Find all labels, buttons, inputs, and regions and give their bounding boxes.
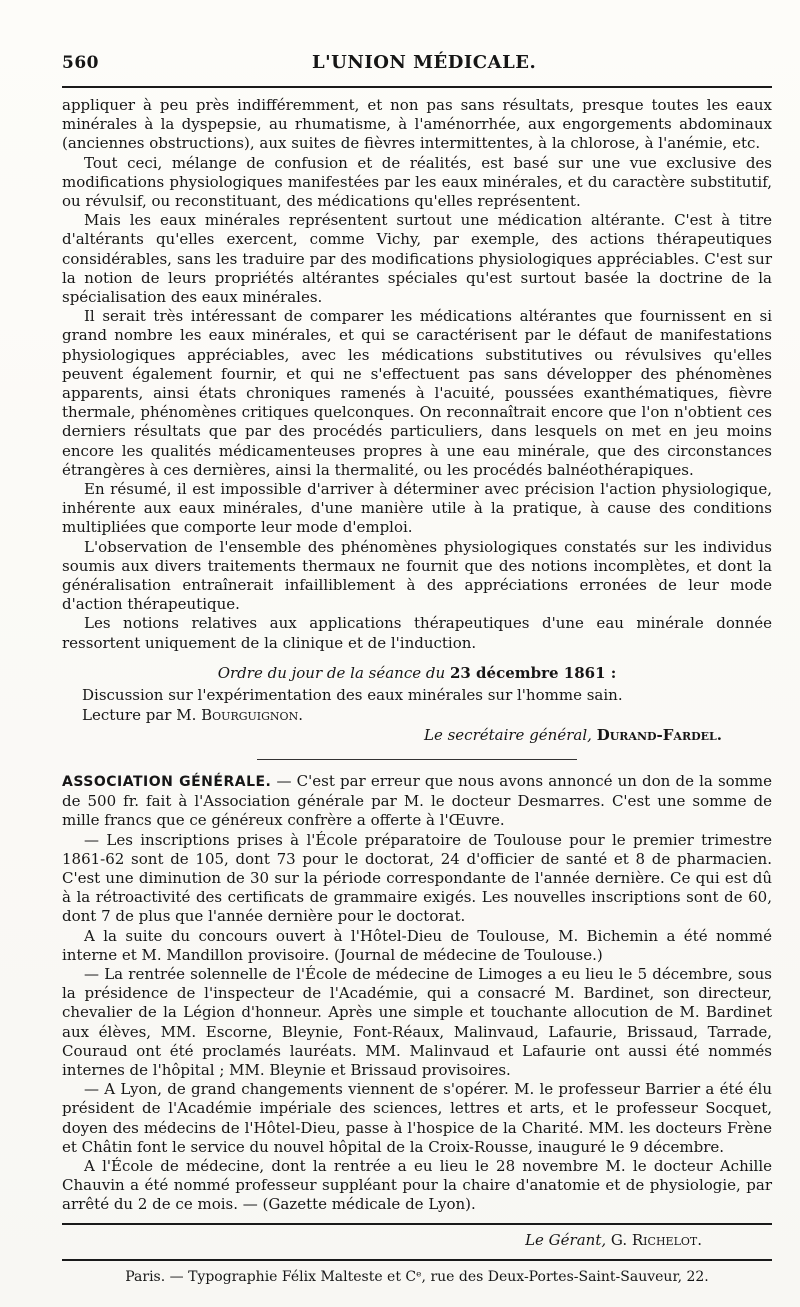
meeting-reading-name: Bourguignon. <box>201 705 303 724</box>
meeting-signature <box>62 725 772 745</box>
news-item: — Les inscriptions prises à l'École préparatoire de Toulouse pour le premier trimestre 1861-62 sont de 105, dont 73 pour le doctorat, 24 d'officier de santé et 8 de pharmacien. C'est une diminution de 30 sur la période correspondante de l'année dernière. Ce qui est dû à la rétroactivité des certificats de grammaire exigés. Les nouvelles inscriptions sont de 60, dont 7 de plus que l'année dernière pour le doctorat. <box>62 830 772 926</box>
paragraph: appliquer à peu près indifféremment, et non pas sans résultats, presque toutes les eaux minérales à la dyspepsie, au rhumatisme, à l'aménorrhée, aux engorgements abdominaux (anciennes obstructions), aux suites de fièvres intermittentes, à la chlorose, à l'anémie, etc. <box>62 96 772 153</box>
paragraph: Tout ceci, mélange de confusion et de réalités, est basé sur une vue exclusive des modifications physiologiques manifestées par les eaux minérales, et du caractère substitutif, ou révulsif, ou reconstituant, des médications qu'elles représentent. <box>62 153 772 211</box>
meeting-date: 23 décembre 1861 : <box>449 663 617 682</box>
meeting-notice <box>62 663 772 745</box>
meeting-reading <box>62 705 772 725</box>
gerant-label: Le Gérant, <box>525 1230 607 1249</box>
meeting-heading-text: Ordre du jour de la séance du <box>217 663 446 682</box>
news-item: — La rentrée solennelle de l'École de médecine de Limoges a eu lieu le 5 décembre, sous la présidence de l'inspecteur de l'Académie, qui a consacré M. Bardinet, son directeur, chevalier de la Légion d'honneur. Après une simple et touchante allocution de M. Bardinet aux élèves, MM. Escorne, Bleynie, Font-Réaux, Malinvaud, Lafaurie, Brissaud, Tarrade, Couraud ont été proclamés lauréats. MM. Malinvaud et Lafaurie ont aussi été nommés internes de l'hôpital ; MM. Bleynie et Brissaud provisoires. <box>62 964 772 1079</box>
news-item-text: — C'est par erreur que nous avons annoncé un don de la somme de 500 fr. fait à l'Association générale par M. le docteur Desmarres. C'est une somme de mille francs que ce généreux confrère a offerte à l'Œuvre. <box>62 771 772 830</box>
news-heading: ASSOCIATION GÉNÉRALE. <box>62 773 272 790</box>
gerant-name: G. Richelot. <box>610 1230 702 1249</box>
paragraph: Mais les eaux minérales représentent surtout une médication altérante. C'est à titre d'altérants qu'elles exercent, comme Vichy, par exemple, des actions thérapeutiques considérables, sans les traduire par des modifications physiologiques appréciables. C'est sur la notion de leurs propriétés altérantes spéciales qu'est surtout basée la doctrine de la spécialisation des eaux minérales. <box>62 211 772 307</box>
signature-title: Le secrétaire général, <box>423 725 592 744</box>
signature-name: Durand-Fardel. <box>596 725 722 744</box>
paragraph: Il serait très intéressant de comparer les médications altérantes que fournissent en si grand nombre les eaux minérales, et qui se caractérisent par le défaut de manifestations physiologiques appréciables, avec les médications substitutives ou révulsives qu'elles peuvent également fournir, et qui ne s'effectuent pas sans développer des phénomènes apparents, ainsi états chroniques ramenés à l'acuité, poussées exanthématiques, fièvre thermale, phénomènes critiques quelconques. On reconnaîtrait encore que l'on n'obtient ces derniers résultats que par des procédés particuliers, dans lesquels on met en jeu moins encore les qualités médicamenteuses propres à une eau minérale, que des circonstances étrangères à ces dernières, ainsi la thermalité, ou les procédés balnéothérapiques. <box>62 307 772 479</box>
article-body <box>62 96 772 653</box>
news-item: A la suite du concours ouvert à l'Hôtel-Dieu de Toulouse, M. Bichemin a été nommé interne et M. Mandillon provisoire. (Journal de médecine de Toulouse.) <box>62 926 772 964</box>
paragraph: L'observation de l'ensemble des phénomènes physiologiques constatés sur les individus soumis aux divers traitements thermaux ne fournit que des notions incomplètes, et dont la généralisation entraînerait infailliblement à des appréciations erronées de leur mode d'action thérapeutique. <box>62 537 772 614</box>
section-divider <box>257 759 577 760</box>
meeting-discussion: Discussion sur l'expérimentation des eaux minérales sur l'homme sain. <box>82 685 623 704</box>
journal-title: L'UNION MÉDICALE. <box>312 52 537 73</box>
news-item: A l'École de médecine, dont la rentrée a eu lieu le 28 novembre M. le docteur Achille Chauvin a été nommé professeur suppléant pour la chaire d'anatomie et de physiologie, par arrêté du 2 de ce mois. — (Gazette médicale de Lyon). <box>62 1156 772 1214</box>
news-item: — A Lyon, de grand changements viennent de s'opérer. M. le professeur Barrier a été élu président de l'Académie impériale des sciences, lettres et arts, et le professeur Socquet, doyen des médecins de l'Hôtel-Dieu, passe à l'hospice de la Charité. MM. les docteurs Frène et Châtin font le service du nouvel hôpital de la Croix-Rousse, inauguré le 9 décembre. <box>62 1080 772 1156</box>
header-rule <box>62 86 772 88</box>
gerant-line <box>62 1231 772 1249</box>
page-number: 560 <box>62 53 99 73</box>
paragraph: Les notions relatives aux applications thérapeutiques d'une eau minérale donnée ressortent uniquement de la clinique et de l'induction. <box>62 614 772 652</box>
meeting-heading <box>62 663 772 683</box>
printer-imprint: Paris. — Typographie Félix Malteste et Cᵉ, rue des Deux-Portes-Saint-Sauveur, 22. <box>62 1259 772 1285</box>
news-section <box>62 772 772 1215</box>
meeting-reading-prefix: Lecture par M. <box>82 705 197 724</box>
paragraph: En résumé, il est impossible d'arriver à déterminer avec précision l'action physiologique, inhérente aux eaux minérales, d'une manière utile à la pratique, à cause des conditions multipliées que comporte leur mode d'emploi. <box>62 480 772 537</box>
news-item <box>62 772 772 831</box>
footer-rule <box>62 1223 772 1225</box>
running-head <box>62 52 772 80</box>
